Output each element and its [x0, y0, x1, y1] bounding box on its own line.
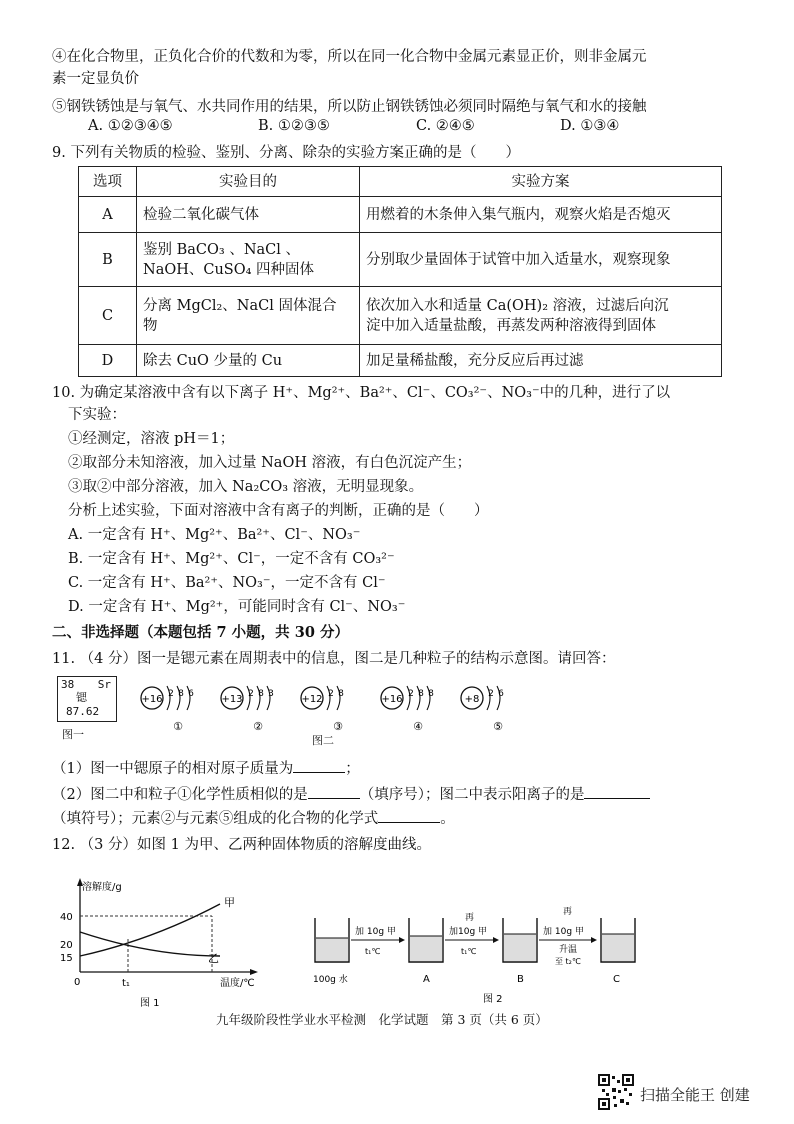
element-box	[57, 676, 117, 722]
ytick-20: 20	[60, 940, 73, 951]
q9-row-c-plan-line2: 淀中加入适量盐酸，再蒸发两种溶液得到固体	[366, 317, 656, 334]
q9-row-d-option: D	[79, 345, 137, 377]
q11-part1-text: （1）图一中锶原子的相对原子质量为	[52, 761, 294, 777]
q10-step2: ②取部分未知溶液，加入过量 NaOH 溶液，有白色沉淀产生；	[68, 455, 472, 471]
q11-part2-mid: （填序号）；图二中表示阳离子的是	[359, 787, 585, 803]
q11-part2-blank2[interactable]	[584, 784, 650, 799]
q11-stem: 11. （4 分）图一是锶元素在周期表中的信息，图二是几种粒子的结构示意图。请回答：	[52, 651, 616, 667]
particle-3	[301, 686, 344, 733]
nucleus-charge: +12	[301, 694, 323, 705]
nucleus-charge: +8	[464, 694, 480, 705]
q10-stem-line2: 下实验：	[68, 407, 126, 423]
q8-option-c: C. ②④⑤	[416, 118, 475, 134]
q9-row-c-purpose-line2: 物	[143, 317, 158, 334]
particle-label: ④	[413, 720, 423, 733]
particle-label: ①	[173, 720, 183, 733]
section2-heading: 二、非选择题（本题包括 7 小题，共 30 分）	[52, 624, 349, 641]
step2-top: 再	[465, 913, 475, 923]
q12-stem: 12. （3 分）如图 1 为甲、乙两种固体物质的溶解度曲线。	[52, 837, 431, 853]
q9-row-c-plan-line1: 依次加入水和适量 Ca(OH)₂ 溶液，过滤后向沉	[366, 297, 669, 314]
fig1-caption: 图 1	[140, 998, 160, 1009]
xtick-t1: t₁	[122, 978, 130, 989]
particle-1	[141, 686, 194, 733]
fig1-caption: 图一	[62, 728, 84, 741]
q10-question: 分析上述实验，下面对溶液中含有离子的判断，正确的是（ ）	[68, 503, 489, 519]
q9-row-c-purpose	[137, 287, 360, 345]
element-name: 锶	[76, 691, 87, 704]
q8-item4-line2: 素一定显负价	[52, 71, 139, 87]
x-axis-arrow	[250, 969, 258, 975]
x-axis-label: 温度/℃	[220, 978, 255, 989]
q10-stem-line1: 10. 为确定某溶液中含有以下离子 H⁺、Mg²⁺、Ba²⁺、Cl⁻、CO₃²⁻、NO₃⁻中的几种，进行了以	[52, 385, 671, 401]
beaker-c	[601, 918, 635, 962]
particle-diagrams	[138, 678, 538, 738]
scanner-watermark	[598, 1072, 788, 1112]
particle-label: ⑤	[493, 720, 503, 733]
q11-part1-end: ；	[345, 761, 360, 777]
ytick-40: 40	[60, 912, 73, 923]
q9-row-d-plan: 加足量稀盐酸，充分反应后再过滤	[360, 345, 722, 377]
series-label-jia: 甲	[224, 896, 235, 909]
q11-part1-blank[interactable]	[293, 758, 345, 773]
step3-top: 再	[563, 907, 573, 917]
electron-count: 8	[338, 689, 344, 699]
electron-count: 6	[498, 689, 504, 699]
fig2-caption: 图二	[312, 734, 334, 747]
q9-row-d-purpose: 除去 CuO 少量的 Cu	[137, 345, 360, 377]
q8-item4-line1: ④在化合物里，正负化合价的代数和为零，所以在同一化合物中金属元素显正价，则非金属元	[52, 49, 647, 65]
step1-top: 加 10g 甲	[355, 927, 396, 937]
particle-4	[381, 686, 434, 733]
q9-header-purpose: 实验目的	[137, 167, 360, 197]
electron-count: 3	[268, 689, 274, 699]
beaker-start	[315, 918, 349, 962]
step1-bottom: t₁℃	[365, 947, 381, 956]
q9-row-a	[79, 197, 722, 233]
q9-row-d	[79, 345, 722, 377]
q9-row-b-option: B	[79, 233, 137, 287]
beaker-process	[305, 906, 645, 1006]
electron-count: 8	[428, 689, 434, 699]
electron-count: 8	[178, 689, 184, 699]
q9-row-c-option: C	[79, 287, 137, 345]
q11-part2-line2-end: 。	[440, 811, 455, 827]
label-b: B	[517, 974, 524, 985]
q8-option-a: A. ①②③④⑤	[88, 118, 173, 134]
q10-step3: ③取②中部分溶液，加入 Na₂CO₃ 溶液，无明显现象。	[68, 479, 424, 495]
q11-part2-line2-text: （填符号）；元素②与元素⑤组成的化合物的化学式	[52, 811, 379, 827]
q9-row-a-option: A	[79, 197, 137, 233]
electron-count: 2	[488, 689, 494, 699]
nucleus-charge: +16	[141, 694, 163, 705]
q9-stem: 9. 下列有关物质的检验、鉴别、分离、除杂的实验方案正确的是（ ）	[52, 145, 520, 161]
q9-header-plan: 实验方案	[360, 167, 722, 197]
electron-count: 8	[258, 689, 264, 699]
particle-5	[461, 686, 504, 733]
nucleus-charge: +13	[221, 694, 243, 705]
step3-line4: 至 t₂℃	[555, 957, 581, 966]
watermark-text: 扫描全能王 创建	[640, 1086, 750, 1104]
q10-option-d: D. 一定含有 H⁺、Mg²⁺，可能同时含有 Cl⁻、NO₃⁻	[68, 599, 406, 615]
particle-label: ②	[253, 720, 263, 733]
electron-count: 2	[328, 689, 334, 699]
ytick-15: 15	[60, 953, 73, 964]
step2-bottom: t₁℃	[461, 947, 477, 956]
step3-mid: 加 10g 甲	[543, 927, 584, 937]
q10-option-c: C. 一定含有 H⁺、Ba²⁺、NO₃⁻，一定不含有 Cl⁻	[68, 575, 386, 591]
electron-count: 2	[168, 689, 174, 699]
electron-count: 6	[188, 689, 194, 699]
beaker-a	[409, 918, 443, 962]
page-footer: 九年级阶段性学业水平检测 化学试题 第 3 页（共 6 页）	[216, 1012, 548, 1027]
q10-step1: ①经测定，溶液 pH＝1；	[68, 431, 235, 447]
q11-part2-line2	[52, 808, 455, 828]
q9-row-b-purpose	[137, 233, 360, 287]
particle-2	[221, 686, 274, 733]
q9-row-c	[79, 287, 722, 345]
q10-option-b: B. 一定含有 H⁺、Mg²⁺、Cl⁻，一定不含有 CO₃²⁻	[68, 551, 395, 567]
fig2-caption: 图 2	[483, 994, 503, 1005]
q8-option-b: B. ①②③⑤	[258, 118, 330, 134]
q9-row-b-plan: 分别取少量固体于试管中加入适量水，观察现象	[360, 233, 722, 287]
q11-part2-blank3[interactable]	[378, 808, 440, 823]
q10-option-a: A. 一定含有 H⁺、Mg²⁺、Ba²⁺、Cl⁻、NO₃⁻	[68, 527, 361, 543]
qr-code-icon	[598, 1074, 634, 1110]
start-label: 100g 水	[313, 975, 348, 985]
q9-row-b-purpose-line1: 鉴别 BaCO₃ 、NaCl 、	[143, 241, 300, 258]
electron-count: 2	[248, 689, 254, 699]
q11-part1	[52, 758, 360, 778]
element-symbol: Sr	[97, 678, 111, 691]
electron-count: 2	[408, 689, 414, 699]
curve-jia	[80, 904, 220, 956]
electron-count: 8	[418, 689, 424, 699]
y-axis-label: 溶解度/g	[82, 882, 122, 893]
element-mass: 87.62	[66, 705, 100, 718]
step3-line3: 升温	[559, 945, 578, 955]
q8-item5: ⑤钢铁锈蚀是与氧气、水共同作用的结果，所以防止钢铁锈蚀必须同时隔绝与氧气和水的接触	[52, 99, 647, 115]
particle-label: ③	[333, 720, 343, 733]
q9-row-c-purpose-line1: 分离 MgCl₂、NaCl 固体混合	[143, 297, 337, 314]
q8-option-d: D. ①③④	[560, 118, 620, 134]
series-label-yi: 乙	[208, 952, 219, 965]
q11-part2-line1	[52, 784, 650, 804]
label-a: A	[423, 974, 430, 985]
q9-header-option: 选项	[79, 167, 137, 197]
q9-row-a-purpose: 检验二氧化碳气体	[137, 197, 360, 233]
origin-label: 0	[74, 977, 81, 988]
q9-row-c-plan	[360, 287, 722, 345]
q11-part2-text: （2）图二中和粒子①化学性质相似的是	[52, 787, 308, 803]
q9-row-b	[79, 233, 722, 287]
q9-row-a-plan: 用燃着的木条伸入集气瓶内，观察火焰是否熄灭	[360, 197, 722, 233]
solubility-graph	[52, 872, 292, 1017]
q9-row-b-purpose-line2: NaOH、CuSO₄ 四种固体	[143, 261, 315, 278]
step2-mid: 加10g 甲	[449, 927, 488, 937]
element-number: 38	[61, 678, 75, 691]
beaker-b	[503, 918, 537, 962]
nucleus-charge: +16	[381, 694, 403, 705]
q11-part2-blank1[interactable]	[308, 784, 360, 799]
label-c: C	[613, 974, 620, 985]
q9-table	[78, 166, 722, 377]
